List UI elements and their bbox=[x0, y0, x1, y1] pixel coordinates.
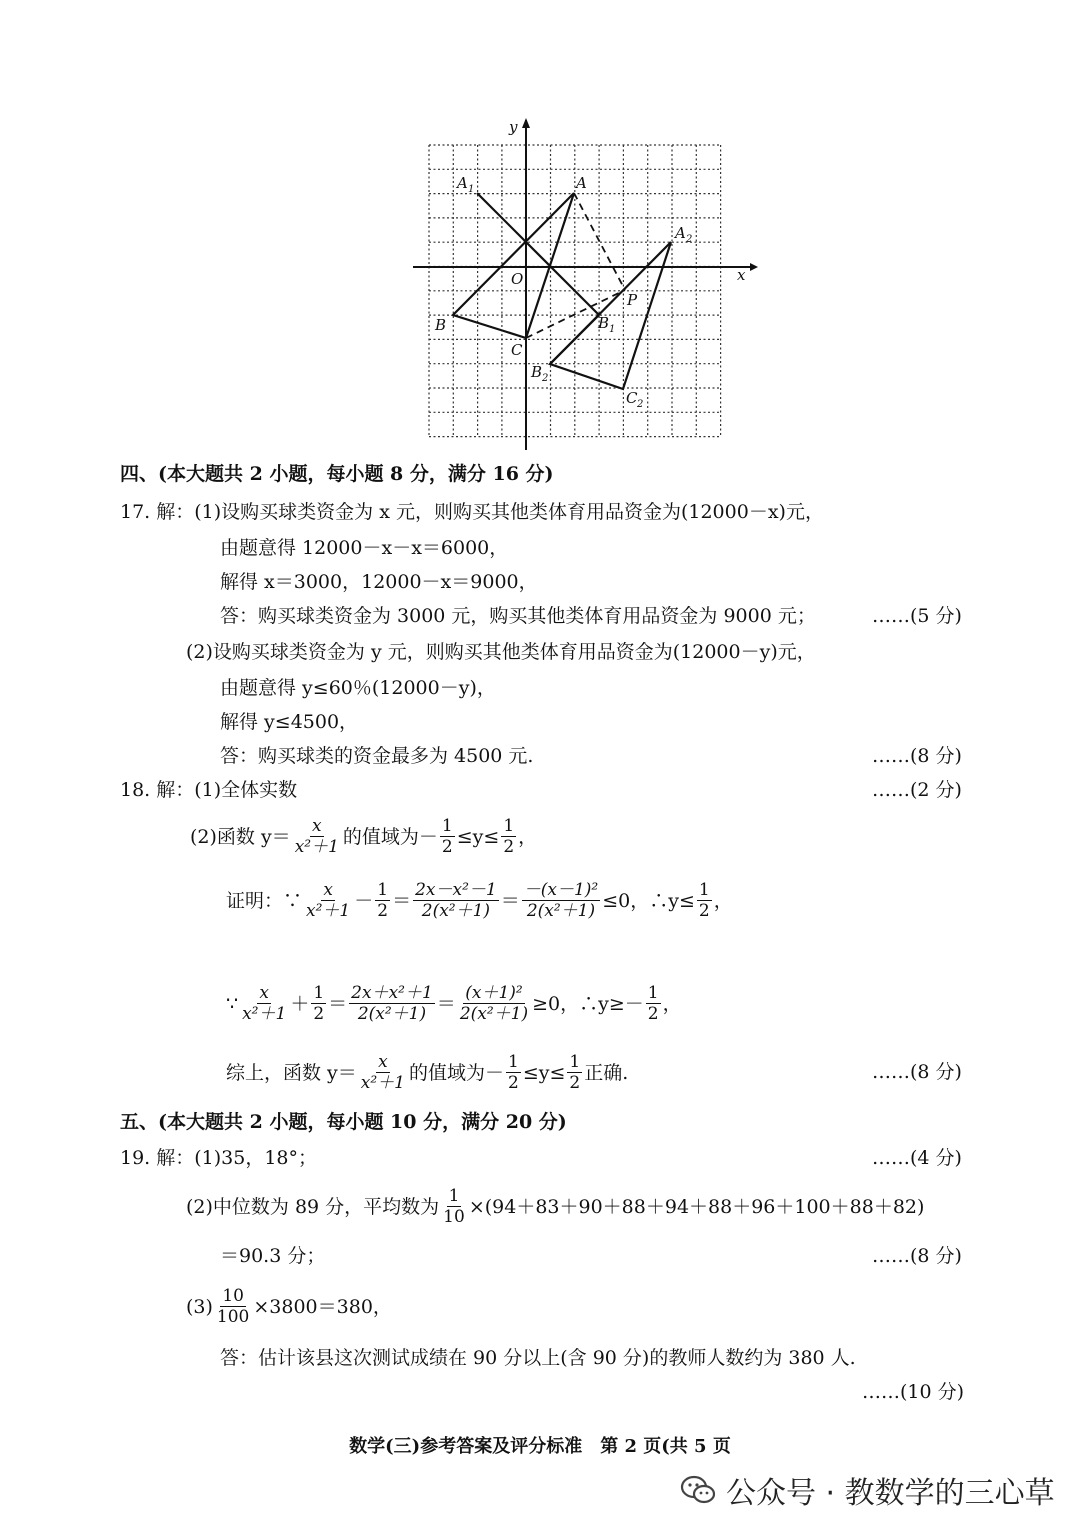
q18-line2: (2)函数 y＝ $\frac{x}{\text{x²＋1}}$ 的值域为－ $\frac{1}{2}$ ≤y≤ $\frac{1}{2}$ ， bbox=[190, 816, 538, 857]
x-axis-arrow bbox=[750, 263, 758, 271]
q17-line4: 答：购买球类资金为 3000 元，购买其他类体育用品资金为 9000 元； bbox=[220, 605, 816, 627]
label-b1: B bbox=[598, 314, 610, 332]
watermark-text: 公众号 · 教数学的三心草 bbox=[726, 1476, 1055, 1511]
label-c2: C bbox=[626, 389, 638, 407]
q19-line3: ＝90.3 分； bbox=[220, 1245, 326, 1267]
label-a1: A bbox=[457, 174, 468, 192]
q18-score1: ……(2 分) bbox=[872, 779, 962, 801]
q18-line1: 18. 解：(1)全体实数 bbox=[120, 779, 298, 801]
q17-line8: 答：购买球类的资金最多为 4500 元. bbox=[220, 745, 534, 767]
label-y: y bbox=[509, 118, 518, 136]
q17-line5: (2)设购买球类资金为 y 元，则购买其他类体育用品资金为(12000－y)元， bbox=[186, 641, 816, 663]
q19-score1: ……(4 分) bbox=[872, 1147, 962, 1169]
page-footer: 数学(三)参考答案及评分标准 第 2 页(共 5 页 bbox=[349, 1436, 731, 1457]
q19-line2: (2)中位数为 89 分，平均数为 $\frac{1}{10}$ ×(94＋83＋90＋88＋94＋88＋96＋100＋88＋82) bbox=[186, 1186, 925, 1227]
label-a2: A bbox=[675, 224, 686, 242]
label-b2: B bbox=[531, 363, 543, 381]
section-5-heading: 五、(本大题共 2 小题，每小题 10 分，满分 20 分) bbox=[120, 1111, 567, 1133]
label-c: C bbox=[511, 341, 523, 359]
label-b2-sub: 2 bbox=[542, 373, 549, 384]
wechat-icon bbox=[680, 1475, 716, 1505]
q17-line7: 解得 y≤4500， bbox=[220, 711, 359, 733]
q17-line1: 17. 解：(1)设购买球类资金为 x 元，则购买其他类体育用品资金为(12000－x)元， bbox=[120, 501, 824, 523]
q18-line5: 综上，函数 y＝ $\frac{x}{\text{x²＋1}}$ 的值域为－ $\frac{1}{2}$ ≤y≤ $\frac{1}{2}$ 正确. bbox=[226, 1052, 629, 1093]
label-b1-sub: 1 bbox=[609, 324, 616, 335]
segment-a1-b1 bbox=[477, 193, 599, 315]
q17-line3: 解得 x＝3000，12000－x＝9000， bbox=[220, 571, 538, 593]
q19-score3: ……(10 分) bbox=[862, 1381, 965, 1403]
label-a2-sub: 2 bbox=[686, 234, 693, 245]
q19-score2: ……(8 分) bbox=[872, 1245, 962, 1267]
coordinate-graph bbox=[405, 110, 765, 455]
q19-line5: 答：估计该县这次测试成绩在 90 分以上(含 90 分)的教师人数约为 380 人. bbox=[220, 1347, 856, 1369]
triangle-abc bbox=[453, 193, 574, 338]
q17-line2: 由题意得 12000－x－x＝6000， bbox=[220, 537, 509, 559]
q19-line1: 19. 解：(1)35，18°； bbox=[120, 1147, 318, 1169]
q17-score1: ……(5 分) bbox=[872, 605, 962, 627]
q17-line6: 由题意得 y≤60％(12000－y)， bbox=[220, 677, 496, 699]
section-4-heading: 四、(本大题共 2 小题，每小题 8 分，满分 16 分) bbox=[120, 463, 554, 485]
q18-line4: ∵ $\frac{x}{\text{x²＋1}}$ ＋ $\frac{1}{2}$ ＝ $\frac{\text{2x＋x²＋1}}{\text{2(x²＋1)}}$ ＝ $\frac{\text{(x＋1)²}}{\text{2(x²＋1)}}$ ≥0，∴y≥－ $\frac{1}{2}$ ， bbox=[226, 983, 682, 1024]
q19-line4: (3) $\frac{10}{100}$ ×3800＝380， bbox=[186, 1286, 392, 1327]
label-c2-sub: 2 bbox=[637, 399, 644, 410]
dashed-a-p bbox=[574, 193, 625, 290]
label-o: O bbox=[511, 270, 524, 288]
q18-score2: ……(8 分) bbox=[872, 1061, 962, 1083]
label-a1-sub: 1 bbox=[468, 184, 475, 195]
label-p: P bbox=[627, 291, 638, 309]
watermark bbox=[680, 1468, 1055, 1512]
q17-score2: ……(8 分) bbox=[872, 745, 962, 767]
q18-line3: 证明：∵ $\frac{x}{\text{x²＋1}}$ － $\frac{1}{2}$ ＝ $\frac{\text{2x－x²－1}}{\text{2(x²＋1)}}$ ＝ $\frac{\text{－(x－1)²}}{\text{2(x²＋1)}}$ ≤0，∴y≤ $\frac{1}{2}$ ， bbox=[226, 880, 733, 921]
label-x: x bbox=[737, 266, 746, 284]
label-b: B bbox=[435, 316, 447, 334]
label-a: A bbox=[576, 174, 587, 192]
y-axis-arrow bbox=[522, 118, 530, 128]
